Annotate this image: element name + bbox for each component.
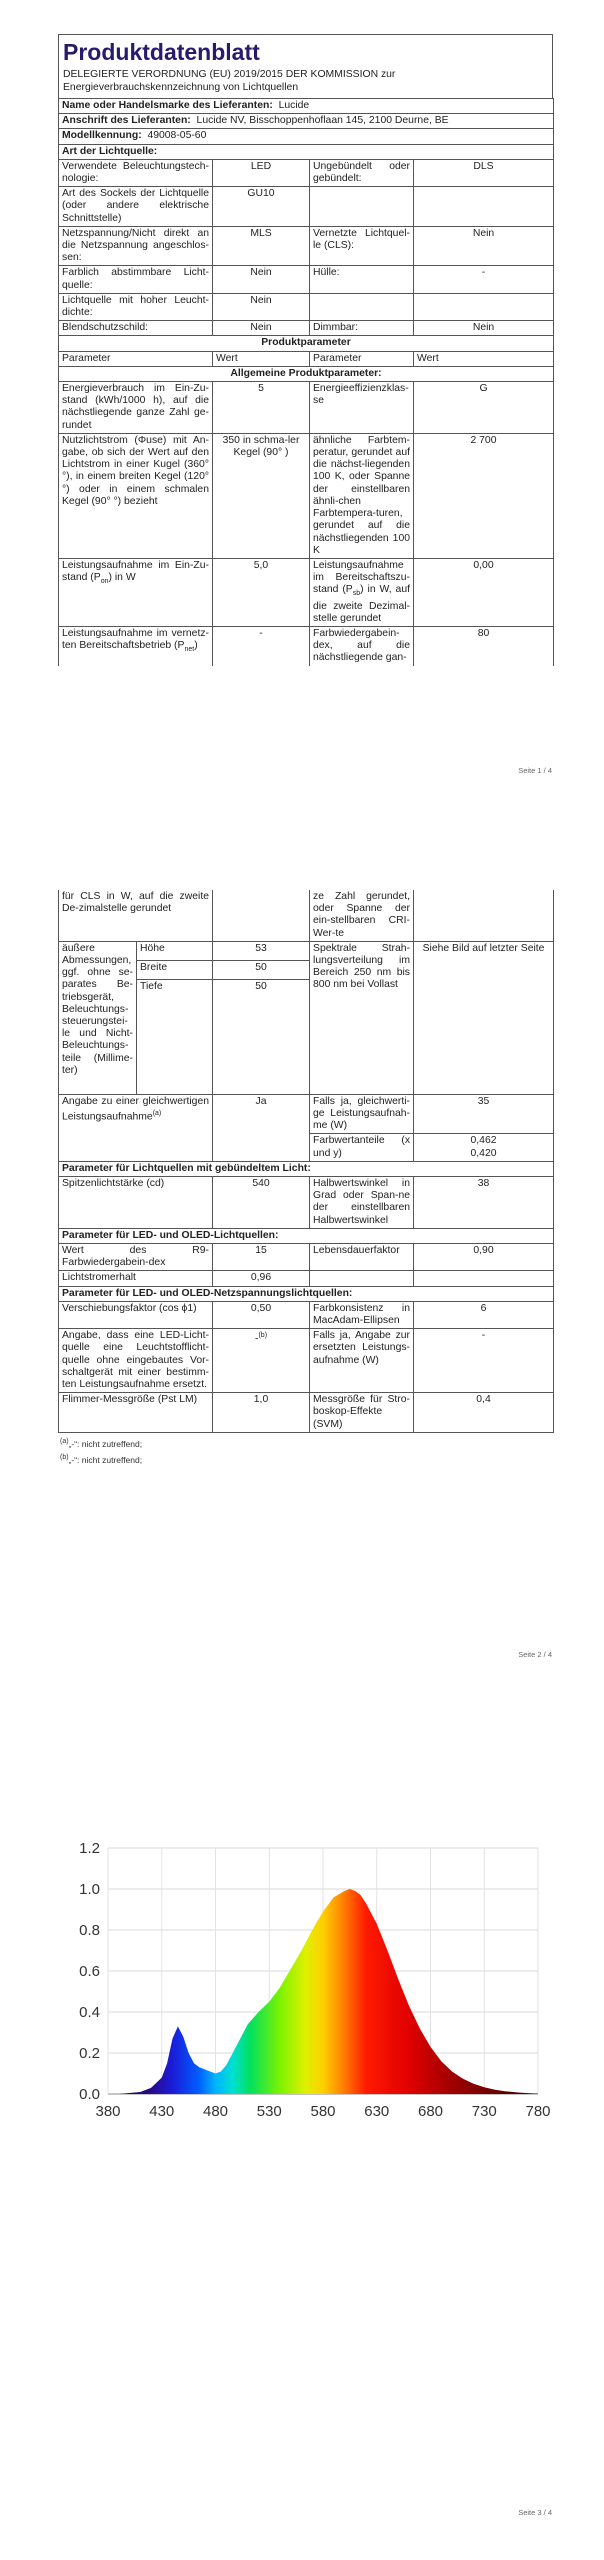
networked-standby-label bbox=[59, 627, 213, 666]
r9-value: 15 bbox=[213, 1244, 310, 1271]
dimmable-value: Nein bbox=[414, 321, 554, 336]
section-product-params: Produktparameter bbox=[59, 336, 554, 351]
table-row bbox=[59, 187, 554, 227]
x-tick-label: 480 bbox=[202, 2103, 229, 2120]
technology-value: LED bbox=[213, 159, 310, 186]
label-text: Leistungsaufnahme im Ein-Zu-stand (P bbox=[62, 559, 209, 584]
on-mode-power-value: 5,0 bbox=[213, 558, 310, 626]
mains-value: MLS bbox=[213, 226, 310, 266]
chromaticity-values bbox=[414, 1134, 554, 1161]
empty-cell bbox=[310, 293, 414, 320]
flicker-metric-value: 1,0 bbox=[213, 1393, 310, 1433]
label-text: ) in W, auf die zweite Dezimal-stelle gerundet bbox=[313, 584, 410, 624]
table-row bbox=[59, 266, 554, 293]
table-row bbox=[59, 159, 554, 186]
displacement-factor-label: Verschiebungsfaktor (cos ϕ1) bbox=[59, 1301, 213, 1328]
section-light-source-type: Art der Lichtquelle: bbox=[59, 144, 554, 159]
table-row bbox=[59, 1329, 554, 1393]
y-tick-label: 0.4 bbox=[79, 2004, 100, 2021]
address-value: Lucide NV, Bisschoppenhoflaan 145, 2100 Deurne, BE bbox=[196, 115, 449, 127]
high-luminance-value: Nein bbox=[213, 293, 310, 320]
spectral-distribution-label: Spektrale Strah-lungsverteilung im Bereich 250 nm bis 800 nm bei Vollast bbox=[310, 941, 414, 1094]
section-general-params: Allgemeine Produktparameter: bbox=[59, 366, 554, 381]
y-tick-label: 0.6 bbox=[79, 1963, 100, 1980]
col-value-header: Wert bbox=[414, 351, 554, 366]
empty-cell bbox=[213, 890, 310, 941]
lumen-maintenance-value: 0,96 bbox=[213, 1271, 310, 1286]
table-row bbox=[59, 382, 554, 434]
displacement-factor-value: 0,50 bbox=[213, 1301, 310, 1328]
footnote-mark: (b) bbox=[60, 1453, 69, 1461]
equivalent-power-value: 35 bbox=[414, 1094, 554, 1134]
cri-value: 80 bbox=[414, 627, 554, 666]
equivalent-power-claim-value: Ja bbox=[213, 1094, 310, 1161]
energy-class-value: G bbox=[414, 382, 554, 434]
footnote-a bbox=[60, 1435, 553, 1451]
cct-label: ähnliche Farbtem-peratur, gerundet auf die nächst-liegenden 100 K, oder Spanne der einstellbaren ähnli-chen Farbtempera-turen, gerundet auf die nächstliegenden 100 K bbox=[310, 433, 414, 558]
page-number: Seite 3 / 4 bbox=[518, 2508, 552, 2517]
y-tick-label: 0.2 bbox=[79, 2045, 100, 2062]
peak-intensity-value: 540 bbox=[213, 1177, 310, 1229]
networked-standby-value: - bbox=[213, 627, 310, 666]
col-value-header: Wert bbox=[213, 351, 310, 366]
table-row bbox=[59, 321, 554, 336]
table-row bbox=[59, 226, 554, 266]
x-tick-label: 680 bbox=[417, 2103, 444, 2120]
on-mode-power-label bbox=[59, 558, 213, 626]
beam-angle-label: Halbwertswinkel in Grad oder Span-ne der einstellbaren Halbwertswinkel bbox=[310, 1177, 414, 1229]
model-value: 49008-05-60 bbox=[147, 130, 207, 142]
x-tick-label: 780 bbox=[525, 2103, 551, 2120]
beam-angle-value: 38 bbox=[414, 1177, 554, 1229]
model-row bbox=[59, 129, 554, 144]
footnote-ref: (b) bbox=[258, 1332, 268, 1340]
footnote-text: „-“: nicht zutreffend; bbox=[68, 1454, 143, 1465]
table-row bbox=[59, 890, 554, 941]
survival-factor-value: 0,90 bbox=[414, 1244, 554, 1271]
y-tick-labels bbox=[79, 1840, 100, 2103]
mains-label: Netzspannung/Nicht direkt an die Netzspannung angeschlos-sen: bbox=[59, 226, 213, 266]
chromaticity-y: 0,420 bbox=[470, 1147, 497, 1159]
replacement-claim-value bbox=[213, 1329, 310, 1393]
networked-standby-label-cont: für CLS in W, auf die zweite De-zimalstelle gerundet bbox=[59, 890, 213, 941]
cct-value: 2 700 bbox=[414, 433, 554, 558]
cls-value: Nein bbox=[414, 226, 554, 266]
cap-type-value: GU10 bbox=[213, 187, 310, 227]
table-row bbox=[59, 941, 554, 960]
replacement-claim-label: Angabe, dass eine LED-Licht-quelle eine Leuchtstofflicht-quelle ohne eingebautes Vor-schaltgerät mit einer bestimm-ten Leistungsaufnahme ersetzt. bbox=[59, 1329, 213, 1393]
table-row bbox=[59, 627, 554, 666]
table-row bbox=[59, 1271, 554, 1286]
x-tick-label: 530 bbox=[256, 2103, 282, 2120]
replacement-power-value: - bbox=[414, 1329, 554, 1393]
flicker-metric-label: Flimmer-Messgröße (Pst LM) bbox=[59, 1393, 213, 1433]
chromaticity-label: Farbwertanteile (x und y) bbox=[310, 1134, 414, 1161]
label-text: Leistungsaufnahme im vernetz-ten Bereitschaftsbetrieb (P bbox=[62, 628, 209, 652]
supplier-label: Name oder Handelsmarke des Lieferanten: bbox=[62, 100, 273, 111]
page-number: Seite 2 / 4 bbox=[518, 1650, 552, 1659]
table-row bbox=[59, 1094, 554, 1134]
dimmable-label: Dimmbar: bbox=[310, 321, 414, 336]
energy-consumption-value: 5 bbox=[213, 382, 310, 434]
lumen-maintenance-label: Lichtstromerhalt bbox=[59, 1271, 213, 1286]
label-text: Angabe zu einer gleichwertigen Leistungsaufnahme bbox=[62, 1095, 210, 1123]
table-row bbox=[59, 1244, 554, 1271]
column-header-row bbox=[59, 351, 554, 366]
envelope-label: Hülle: bbox=[310, 266, 414, 293]
y-tick-label: 1.0 bbox=[79, 1881, 100, 1898]
section-directional-params: Parameter für Lichtquellen mit gebündeltem Licht: bbox=[59, 1161, 554, 1176]
datasheet-table-2 bbox=[58, 890, 554, 1433]
empty-cell bbox=[310, 187, 414, 227]
directional-label: Ungebündelt oder gebündelt: bbox=[310, 159, 414, 186]
page-title: Produktdatenblatt bbox=[63, 39, 260, 65]
anti-glare-label: Blendschutzschild: bbox=[59, 321, 213, 336]
tunable-label: Farblich abstimmbare Licht-quelle: bbox=[59, 266, 213, 293]
x-tick-label: 380 bbox=[95, 2103, 121, 2120]
model-label: Modellkennung: bbox=[62, 130, 142, 142]
datasheet-table-1 bbox=[58, 98, 554, 666]
replacement-power-label: Falls ja, Angabe zur ersetzten Leistungs-aufnahme (W) bbox=[310, 1329, 414, 1393]
y-tick-label: 0.8 bbox=[79, 1922, 100, 1939]
datasheet-page-2 bbox=[58, 890, 553, 1467]
dim-width-value: 50 bbox=[213, 960, 310, 979]
technology-label: Verwendete Beleuchtungstech-nologie: bbox=[59, 159, 213, 186]
datasheet-page-1 bbox=[58, 34, 553, 666]
anti-glare-value: Nein bbox=[213, 321, 310, 336]
color-consistency-label: Farbkonsistenz in MacAdam-Ellipsen bbox=[310, 1301, 414, 1328]
useful-flux-label: Nutzlichtstrom (Φuse) mit An-gabe, ob sich der Wert auf den Lichtstrom in einer Kugel (360° °), in einem breiten Kegel (120° °) oder in einem schmalen Kegel (90° °) bezieht bbox=[59, 433, 213, 558]
value-text: - bbox=[255, 1333, 259, 1345]
page-3 bbox=[0, 1670, 604, 2560]
energy-class-label: Energieeffizienzklas-se bbox=[310, 382, 414, 434]
address-label: Anschrift des Lieferanten: bbox=[62, 115, 191, 127]
table-row bbox=[59, 293, 554, 320]
x-tick-label: 630 bbox=[364, 2103, 390, 2120]
tunable-value: Nein bbox=[213, 266, 310, 293]
cri-label: Farbwiedergabein-dex, auf die nächstliegende gan- bbox=[310, 627, 414, 666]
x-tick-label: 430 bbox=[149, 2103, 175, 2120]
dim-height-label: Höhe bbox=[137, 941, 213, 960]
label-text: ) bbox=[194, 640, 198, 652]
dim-height-value: 53 bbox=[213, 941, 310, 960]
empty-cell bbox=[414, 187, 554, 227]
empty-cell bbox=[414, 1271, 554, 1286]
cri-label-cont: ze Zahl gerundet, oder Spanne der ein-stellbaren CRI-Wer-te bbox=[310, 890, 414, 941]
standby-power-label bbox=[310, 558, 414, 626]
empty-cell bbox=[414, 293, 554, 320]
page-2 bbox=[0, 820, 604, 1670]
label-subscript: net bbox=[184, 646, 195, 654]
section-led-params: Parameter für LED- und OLED-Lichtquellen: bbox=[59, 1228, 554, 1243]
x-tick-label: 580 bbox=[310, 2103, 336, 2120]
table-row bbox=[59, 433, 554, 558]
footnote-b bbox=[60, 1451, 553, 1467]
stroboscopic-metric-value: 0,4 bbox=[414, 1393, 554, 1433]
spectrum-chart bbox=[58, 1836, 558, 2141]
peak-intensity-label: Spitzenlichtstärke (cd) bbox=[59, 1177, 213, 1229]
spectrum-chart-svg bbox=[58, 1836, 558, 2136]
color-consistency-value: 6 bbox=[414, 1301, 554, 1328]
directional-value: DLS bbox=[414, 159, 554, 186]
r9-label: Wert des R9-Farbwiedergabein-dex bbox=[59, 1244, 213, 1271]
cap-type-label: Art des Sockels der Lichtquelle (oder andere elektrische Schnittstelle) bbox=[59, 187, 213, 227]
intro-line-1: DELEGIERTE VERORDNUNG (EU) 2019/2015 DER KOMMISSION zur bbox=[63, 69, 396, 80]
dim-depth-label: Tiefe bbox=[137, 979, 213, 1094]
spectrum-area bbox=[108, 1889, 538, 2094]
table-row bbox=[59, 1301, 554, 1328]
chromaticity-x: 0,462 bbox=[470, 1135, 497, 1147]
cls-label: Vernetzte Lichtquel-le (CLS): bbox=[310, 226, 414, 266]
page-number: Seite 1 / 4 bbox=[518, 766, 552, 775]
label-text: ) in W bbox=[108, 572, 136, 584]
energy-consumption-label: Energieverbrauch im Ein-Zu-stand (kWh/1000 h), auf die nächstliegende ganze Zahl ge-rundet bbox=[59, 382, 213, 434]
label-subscript: on bbox=[100, 578, 109, 586]
footnote-ref: (a) bbox=[152, 1110, 162, 1118]
label-subscript: sb bbox=[352, 590, 361, 598]
useful-flux-value: 350 in schma-ler Kegel (90° ) bbox=[213, 433, 310, 558]
regulation-intro bbox=[59, 68, 552, 98]
dimensions-label: äußere Abmessungen, ggf. ohne se-parates Be-triebsgerät, Beleuchtungs-steuerungstei-le und Nicht-Beleuchtungs-teile (Millime-ter) bbox=[59, 941, 137, 1094]
intro-line-2: Energieverbrauchskennzeichnung von Lichtquellen bbox=[63, 81, 299, 93]
x-tick-label: 730 bbox=[471, 2103, 497, 2120]
equivalent-power-claim-label bbox=[59, 1094, 213, 1161]
envelope-value: - bbox=[414, 266, 554, 293]
standby-power-value: 0,00 bbox=[414, 558, 554, 626]
supplier-row bbox=[59, 99, 554, 114]
table-row bbox=[59, 1393, 554, 1433]
x-tick-labels bbox=[95, 2103, 550, 2120]
y-tick-label: 1.2 bbox=[79, 1840, 100, 1857]
dim-width-label: Breite bbox=[137, 960, 213, 979]
section-mains-led-params: Parameter für LED- und OLED-Netzspannungslichtquellen: bbox=[59, 1286, 554, 1301]
empty-cell bbox=[310, 1271, 414, 1286]
col-param-header: Parameter bbox=[59, 351, 213, 366]
empty-cell bbox=[414, 890, 554, 941]
address-row bbox=[59, 114, 554, 129]
survival-factor-label: Lebensdauerfaktor bbox=[310, 1244, 414, 1271]
high-luminance-label: Lichtquelle mit hoher Leucht-dichte: bbox=[59, 293, 213, 320]
footnote-mark: (a) bbox=[60, 1437, 69, 1445]
equivalent-power-label: Falls ja, gleichwerti-ge Leistungsaufnah-me (W) bbox=[310, 1094, 414, 1134]
page-1 bbox=[0, 0, 604, 820]
table-row bbox=[59, 1177, 554, 1229]
label-text: Leistungsaufnahme im Bereitschaftszu-stand (P bbox=[313, 559, 410, 596]
y-tick-label: 0.0 bbox=[79, 2086, 100, 2103]
col-param-header: Parameter bbox=[310, 351, 414, 366]
dim-depth-value: 50 bbox=[213, 979, 310, 1094]
footnote-text: „-“: nicht zutreffend; bbox=[68, 1438, 143, 1449]
table-row bbox=[59, 558, 554, 626]
spectral-distribution-value: Siehe Bild auf letzter Seite bbox=[414, 941, 554, 1094]
stroboscopic-metric-label: Messgröße für Stro-boskop-Effekte (SVM) bbox=[310, 1393, 414, 1433]
supplier-value: Lucide bbox=[278, 100, 310, 111]
